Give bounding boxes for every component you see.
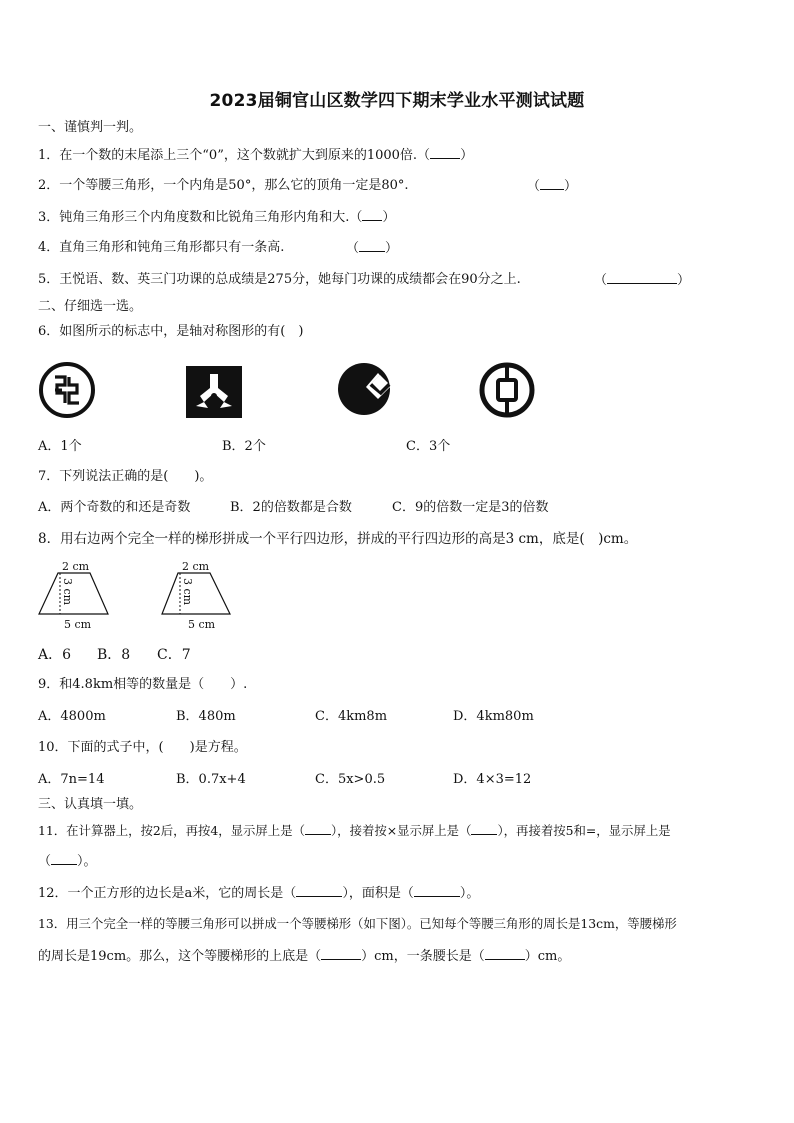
trapezoid-top-label: 2 cm xyxy=(62,560,90,573)
question-text: 用右边两个完全一样的梯形拼成一个平行四边形，拼成的平行四边形的高是3 cm，底是( )cm。 xyxy=(60,531,638,547)
answer-blank[interactable] xyxy=(414,884,460,897)
section-heading-3: 三、认真填一填。 xyxy=(38,797,143,812)
question-text: ），面积是（ xyxy=(342,886,414,901)
question-number: 1． xyxy=(38,148,60,163)
question-text: 用三个完全一样的等腰三角形可以拼成一个等腰梯形（如下图）。已知每个等腰三角形的周长是13cm，等腰梯形 xyxy=(66,916,677,931)
question-text: ），接着按×显示屏上是（ xyxy=(330,823,472,838)
bracket: ） xyxy=(677,273,691,288)
question-number: 3． xyxy=(38,210,60,225)
question-text: 下列说法正确的是( )。 xyxy=(59,469,213,484)
logo-2-icon xyxy=(186,366,242,418)
question-number: 9． xyxy=(38,677,60,692)
section-heading-1: 一、谨慎判一判。 xyxy=(38,120,143,135)
trapezoid-height-label: 3 cm xyxy=(61,578,74,606)
trapezoid-bottom-label: 5 cm xyxy=(64,618,92,631)
trapezoid-1 xyxy=(36,560,136,632)
trapezoid-bottom-label: 5 cm xyxy=(188,618,216,631)
bracket: （ xyxy=(38,854,52,869)
option-c[interactable]: C．5x>0.5 xyxy=(315,772,386,787)
question-4 xyxy=(38,239,284,257)
page-title: 2023届铜官山区数学四下期末学业水平测试试题 xyxy=(209,91,585,111)
question-text: ），再接着按5和=，显示屏上是 xyxy=(497,823,671,838)
section-heading-2: 二、仔细选一选。 xyxy=(38,299,143,314)
question-number: 6． xyxy=(38,324,60,339)
question-number: 10． xyxy=(38,740,68,755)
question-3 xyxy=(38,208,395,227)
option-a[interactable]: A．两个奇数的和还是奇数 xyxy=(38,500,191,515)
answer-blank[interactable] xyxy=(471,822,497,835)
question-number: 12． xyxy=(38,886,68,901)
question-text: 一个等腰三角形，一个内角是50°，那么它的顶角一定是80°. xyxy=(59,178,409,193)
question-10 xyxy=(38,739,247,757)
answer-blank[interactable] xyxy=(430,146,460,159)
question-12 xyxy=(38,884,479,903)
answer-blank[interactable] xyxy=(540,177,564,190)
question-number: 11． xyxy=(38,823,67,838)
logo-1-icon xyxy=(38,361,96,419)
question-text: 的周长是19cm。那么，这个等腰梯形的上底是（ xyxy=(38,949,322,964)
question-text: 和4.8km相等的数量是（ ）. xyxy=(59,677,248,692)
question-number: 4． xyxy=(38,240,60,255)
logo-4-icon xyxy=(478,361,536,419)
answer-blank[interactable] xyxy=(321,947,361,960)
logo-3-icon xyxy=(336,361,394,417)
question-text: 直角三角形和钝角三角形都只有一条高. xyxy=(59,240,285,255)
question-text: 王悦语、数、英三门功课的总成绩是275分，她每门功课的成绩都会在90分之上. xyxy=(59,272,521,287)
question-text: ）cm，一条腰长是（ xyxy=(361,949,485,964)
option-a[interactable]: A．4800m xyxy=(38,709,106,724)
question-6 xyxy=(38,323,303,341)
option-b[interactable]: B．0.7x+4 xyxy=(176,772,246,787)
answer-blank[interactable] xyxy=(305,822,331,835)
answer-blank[interactable] xyxy=(296,884,342,897)
answer-blank[interactable] xyxy=(359,239,385,252)
question-text: 如图所示的标志中，是轴对称图形的有( ) xyxy=(59,324,304,339)
bracket: ） xyxy=(564,179,578,194)
question-number: 2． xyxy=(38,178,60,193)
question-13 xyxy=(38,915,677,933)
option-a[interactable]: A．1个 xyxy=(38,439,82,454)
question-8 xyxy=(38,530,637,548)
question-1 xyxy=(38,146,473,165)
question-number: 13． xyxy=(38,916,67,931)
question-number: 5． xyxy=(38,272,60,287)
question-11-cont xyxy=(38,852,97,871)
question-text: ）。 xyxy=(459,886,480,901)
option-d[interactable]: D．4×3=12 xyxy=(453,772,532,787)
answer-blank[interactable] xyxy=(362,208,382,221)
question-text: 钝角三角形三个内角度数和比锐角三角形内角和大.（ xyxy=(59,210,363,225)
question-text: 在一个数的末尾添上三个“0”，这个数就扩大到原来的1000倍.（ xyxy=(59,148,431,163)
option-c[interactable]: C．3个 xyxy=(406,439,451,454)
option-a[interactable]: A．7n=14 xyxy=(38,772,105,787)
question-text: ）cm。 xyxy=(524,949,571,964)
bracket: （ xyxy=(527,179,541,194)
question-13-cont xyxy=(38,947,570,966)
option-c[interactable]: C．4km8m xyxy=(315,709,388,724)
question-2 xyxy=(38,177,409,195)
answer-blank[interactable] xyxy=(51,852,77,865)
bracket: ）。 xyxy=(77,854,97,869)
trapezoid-top-label: 2 cm xyxy=(182,560,210,573)
trapezoid-2 xyxy=(160,560,260,632)
question-5 xyxy=(38,271,521,289)
question-2-answer xyxy=(527,177,577,196)
option-b[interactable]: B．2的倍数都是合数 xyxy=(230,500,352,515)
bracket: ） xyxy=(382,210,396,225)
bracket: （ xyxy=(346,241,360,256)
question-number: 7． xyxy=(38,469,60,484)
bracket: （ xyxy=(594,273,608,288)
question-4-answer xyxy=(346,239,398,258)
question-number: 8． xyxy=(38,531,61,547)
question-7 xyxy=(38,468,212,486)
answer-blank[interactable] xyxy=(485,947,525,960)
question-text: 下面的式子中，( )是方程。 xyxy=(67,740,247,755)
bracket: ） xyxy=(460,148,474,163)
answer-blank[interactable] xyxy=(607,271,677,284)
question-text: 在计算器上，按2后，再按4，显示屏上是（ xyxy=(66,823,305,838)
option-b[interactable]: B．8 xyxy=(97,647,131,663)
option-d[interactable]: D．4km80m xyxy=(453,709,534,724)
question-9 xyxy=(38,676,247,694)
option-b[interactable]: B．2个 xyxy=(222,439,266,454)
question-5-answer xyxy=(594,271,690,290)
option-c[interactable]: C．7 xyxy=(157,647,191,663)
option-c[interactable]: C．9的倍数一定是3的倍数 xyxy=(392,500,549,515)
option-b[interactable]: B．480m xyxy=(176,709,236,724)
bracket: ） xyxy=(385,241,399,256)
question-11 xyxy=(38,822,671,840)
trapezoid-height-label: 3 cm xyxy=(181,578,194,606)
question-text: 一个正方形的边长是a米，它的周长是（ xyxy=(67,886,297,901)
option-a[interactable]: A．6 xyxy=(38,647,72,663)
